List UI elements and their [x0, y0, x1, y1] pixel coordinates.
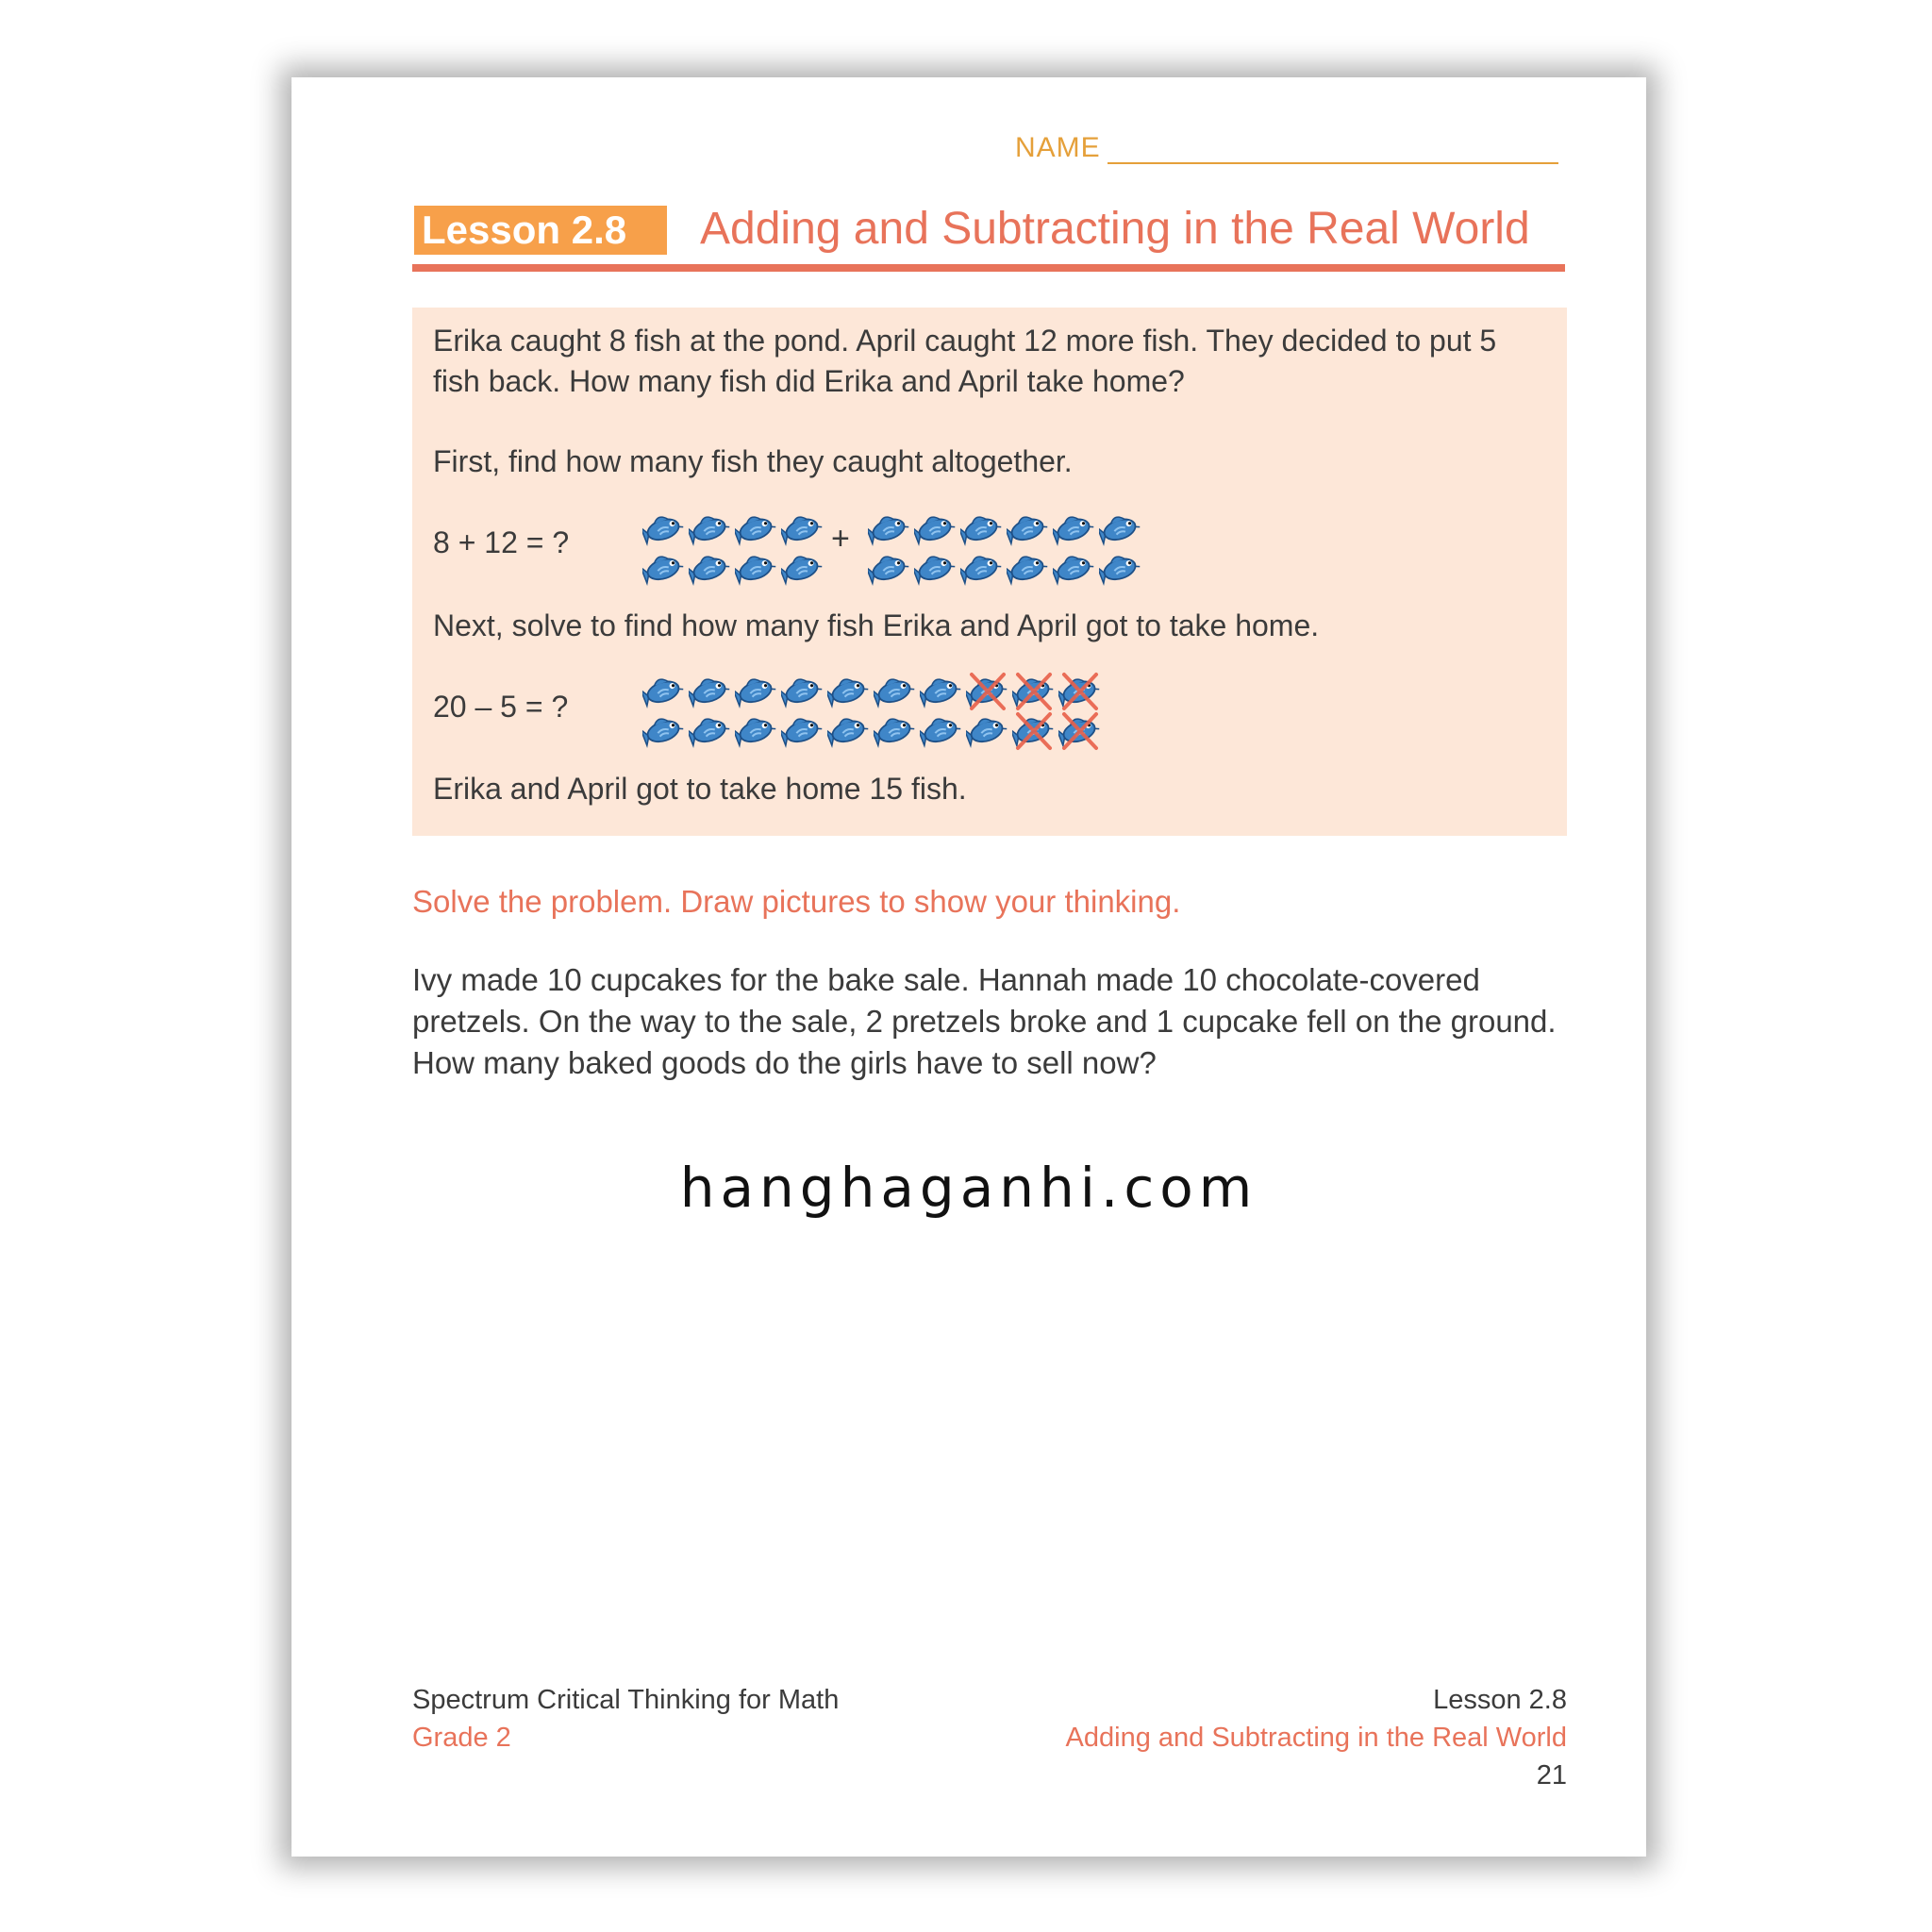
equation-1: 8 + 12 = ? — [433, 525, 570, 559]
name-blank-line — [1108, 162, 1558, 164]
fish-icon — [1099, 509, 1142, 549]
fish-crossed-out-icon — [1012, 672, 1056, 711]
worksheet-page — [291, 77, 1646, 1857]
fish-icon — [1007, 549, 1050, 589]
footer-lesson: Lesson 2.8 — [1433, 1685, 1567, 1715]
fish-icon — [1053, 549, 1096, 589]
fish-icon — [735, 672, 778, 711]
footer-left — [412, 1681, 839, 1757]
fish-icon — [1099, 549, 1142, 589]
fish-icon — [735, 711, 778, 751]
plus-sign: + — [831, 521, 850, 557]
fish-icon — [960, 549, 1004, 589]
fish-icon — [868, 549, 911, 589]
footer-grade: Grade 2 — [412, 1723, 511, 1753]
page-number: 21 — [1536, 1760, 1567, 1790]
word-problem-line: How many baked goods do the girls have to sell now? — [412, 1045, 1157, 1080]
fish-icon — [920, 672, 963, 711]
word-problem-line: Ivy made 10 cupcakes for the bake sale. Hannah made 10 chocolate-covered — [412, 962, 1480, 997]
footer-lesson-title: Adding and Subtracting in the Real World — [1065, 1723, 1567, 1753]
name-label: NAME — [1015, 132, 1101, 163]
watermark: hanghaganhi.com — [679, 1156, 1258, 1220]
fish-icon — [1053, 509, 1096, 549]
example-step-1: First, find how many fish they caught altogether. — [433, 444, 1073, 478]
fish-crossed-out-icon — [1058, 672, 1102, 711]
fish-icon — [781, 549, 824, 589]
footer-book-title: Spectrum Critical Thinking for Math — [412, 1685, 840, 1715]
fish-icon — [874, 672, 917, 711]
fish-group-erika — [642, 509, 824, 589]
fish-icon — [960, 509, 1004, 549]
fish-icon — [781, 672, 824, 711]
fish-icon — [689, 711, 732, 751]
fish-crossed-out-icon — [1012, 711, 1056, 751]
fish-icon — [642, 549, 686, 589]
lesson-badge: Lesson 2.8 — [414, 206, 667, 255]
equation-2: 20 – 5 = ? — [433, 690, 569, 724]
fish-icon — [827, 711, 871, 751]
example-intro — [433, 321, 1496, 402]
fish-icon — [966, 711, 1009, 751]
fish-icon — [689, 672, 732, 711]
fish-icon — [914, 549, 958, 589]
fish-icon — [874, 711, 917, 751]
fish-icon — [689, 509, 732, 549]
fish-crossed-out-icon — [966, 672, 1009, 711]
fish-icon — [914, 509, 958, 549]
fish-icon — [781, 711, 824, 751]
fish-icon — [642, 672, 686, 711]
lesson-title: Adding and Subtracting in the Real World — [700, 204, 1530, 254]
fish-icon — [642, 509, 686, 549]
fish-icon — [920, 711, 963, 751]
fish-icon — [689, 549, 732, 589]
fish-icon — [781, 509, 824, 549]
word-problem — [412, 959, 1557, 1084]
example-intro-line: fish back. How many fish did Erika and April take home? — [433, 364, 1185, 398]
title-divider — [412, 264, 1565, 272]
footer-right — [1066, 1681, 1567, 1794]
example-step-2: Next, solve to find how many fish Erika and April got to take home. — [433, 608, 1320, 642]
example-intro-line: Erika caught 8 fish at the pond. April caught 12 more fish. They decided to put 5 — [433, 324, 1497, 358]
fish-icon — [735, 549, 778, 589]
fish-icon — [827, 672, 871, 711]
fish-icon — [1007, 509, 1050, 549]
fish-crossed-out-icon — [1058, 711, 1102, 751]
fish-group-total — [642, 672, 1102, 751]
fish-icon — [642, 711, 686, 751]
word-problem-line: pretzels. On the way to the sale, 2 pretzels broke and 1 cupcake fell on the ground. — [412, 1004, 1557, 1039]
example-answer: Erika and April got to take home 15 fish. — [433, 772, 967, 806]
fish-icon — [868, 509, 911, 549]
fish-icon — [735, 509, 778, 549]
instruction-text: Solve the problem. Draw pictures to show your thinking. — [412, 884, 1181, 919]
fish-group-april — [868, 509, 1142, 589]
